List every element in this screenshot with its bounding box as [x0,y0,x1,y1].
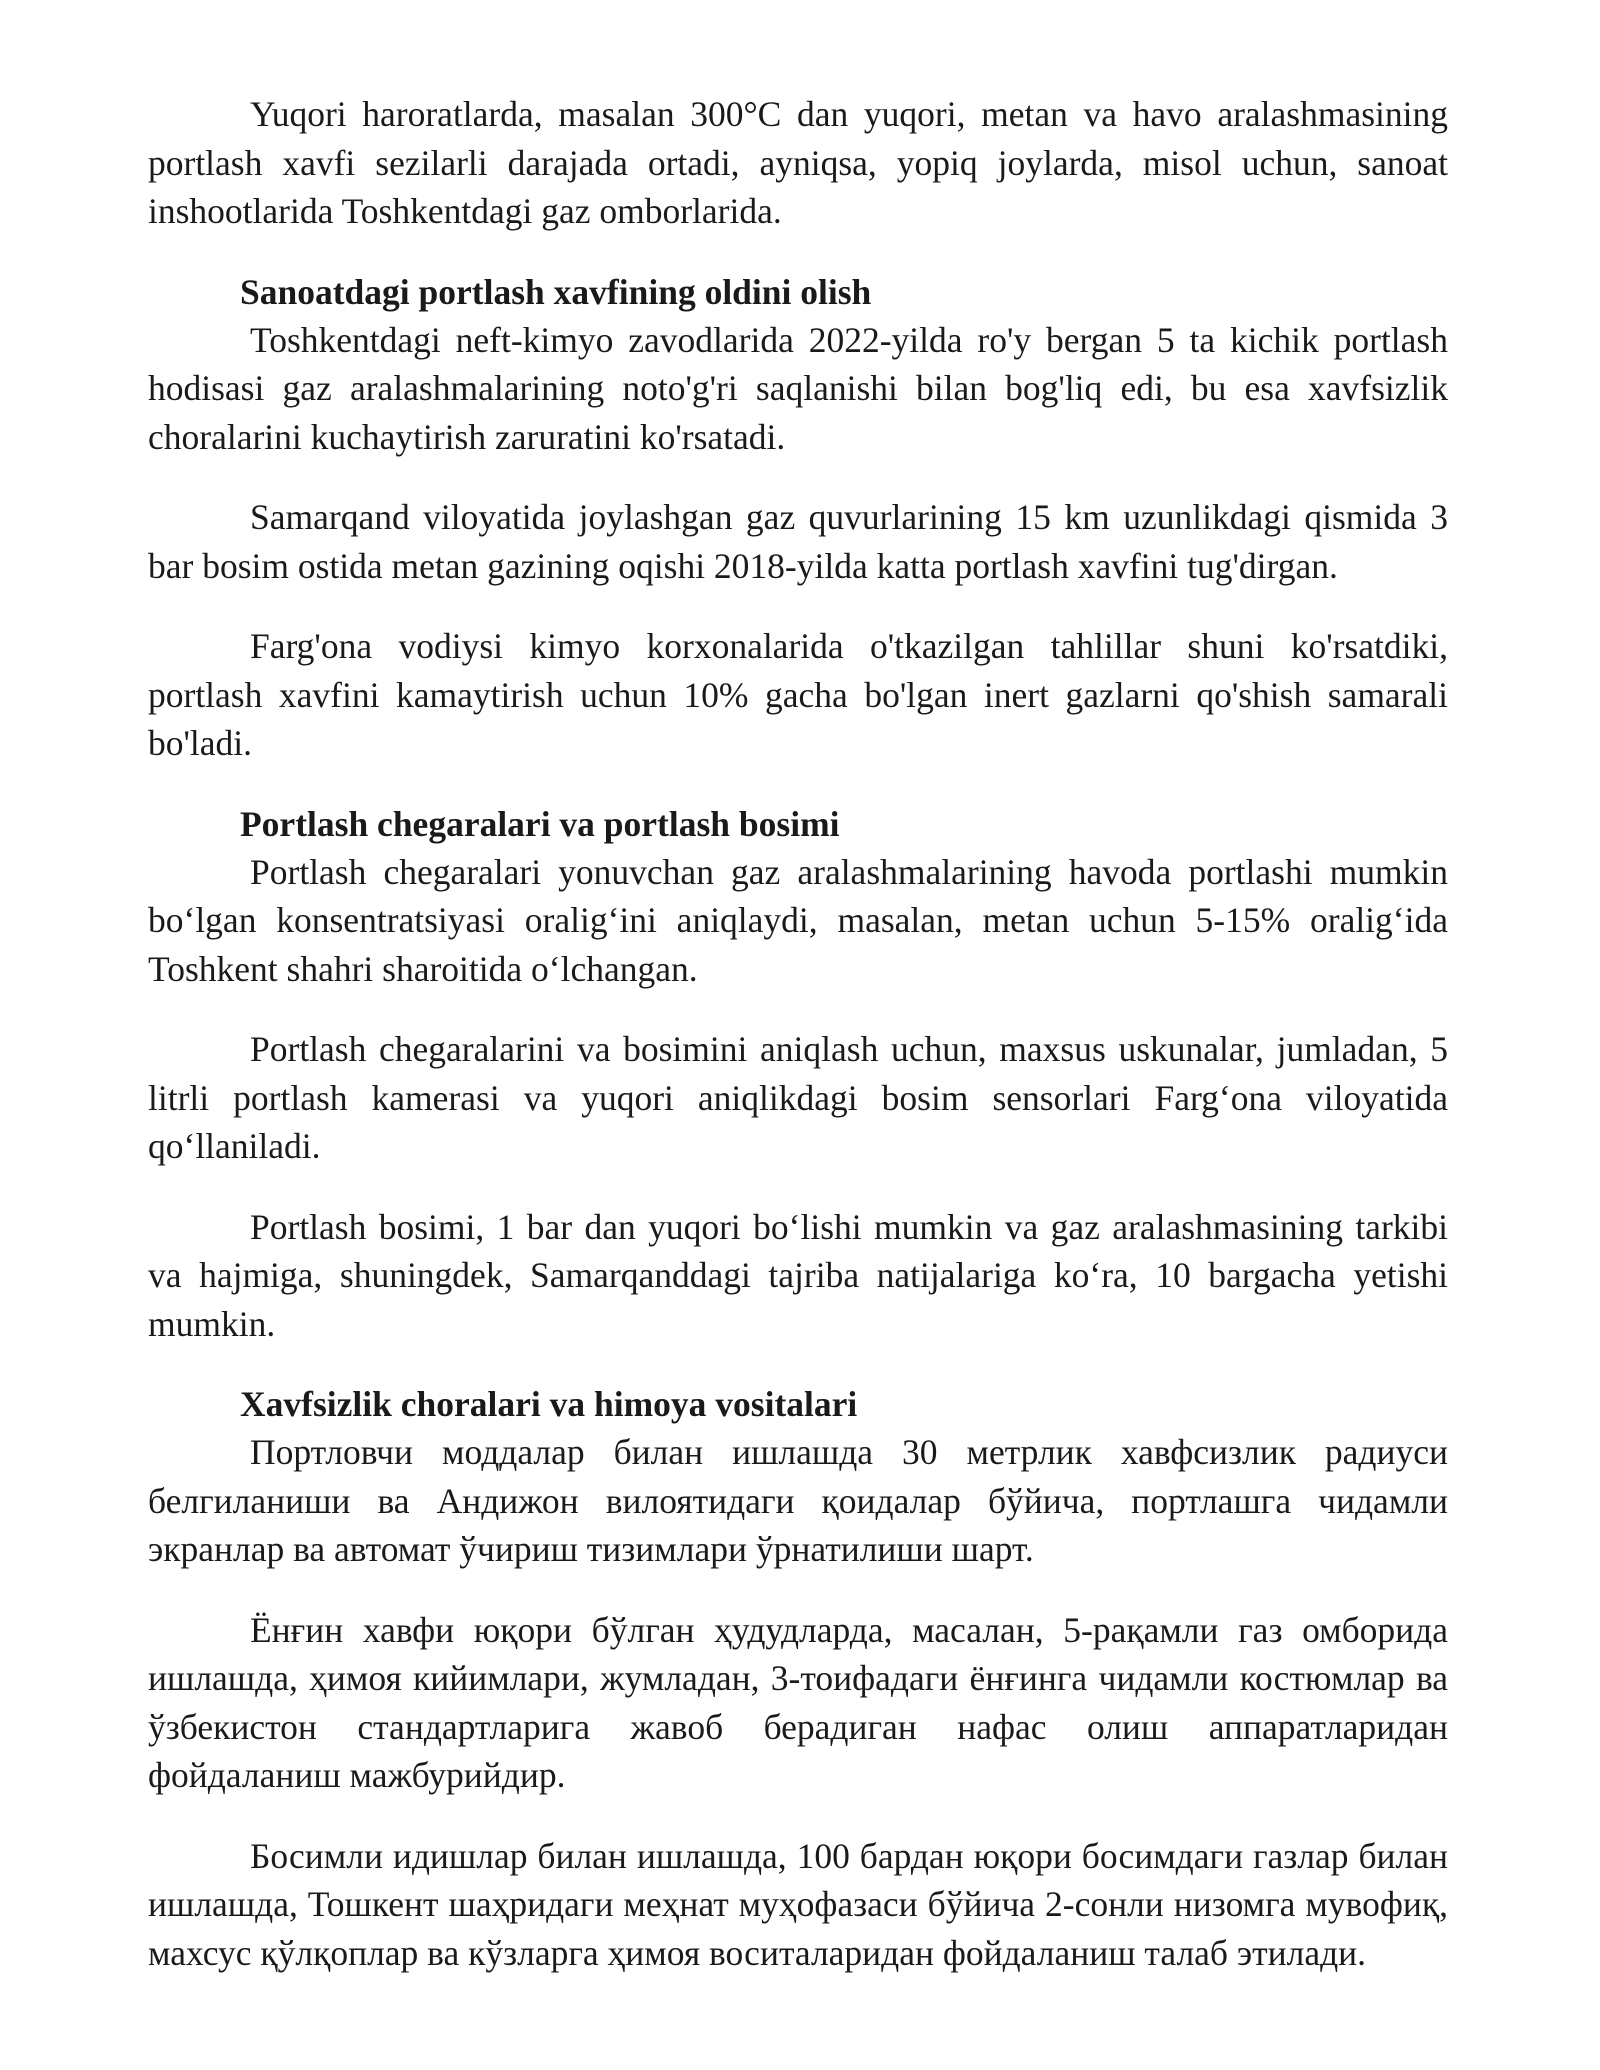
paragraph: Toshkentdagi neft-kimyo zavodlarida 2022-yilda ro'y bergan 5 ta kichik portlash hodisasi gaz aralashmalarining noto'g'ri saqlanishi bilan bog'liq edi, bu esa xavfsizlik choralarini kuchaytirish zaruratini ko'rsatadi. [148,319,1448,457]
paragraph: Yuqori haroratlarda, masalan 300°C dan yuqori, metan va havo aralashmasining portlash xavfi sezilarli darajada ortadi, ayniqsa, yopiq joylarda, misol uchun, sanoat inshootlarida Toshkentdagi gaz omborlarida. [148,94,1448,231]
paragraph: Portlash chegaralarini va bosimini aniqlash uchun, maxsus uskunalar, jumladan, 5 litrli portlash kamerasi va yuqori aniqlikdagi bosim sensorlari Farg‘ona viloyatida qo‘llaniladi. [148,1029,1448,1166]
section-heading: Sanoatdagi portlash xavfining oldini olish [240,271,872,312]
paragraph: Portlash chegaralari yonuvchan gaz aralashmalarining havoda portlashi mumkin bo‘lgan konsentratsiyasi oralig‘ini aniqlaydi, masalan, metan uchun 5-15% oralig‘ida Toshkent shahri sharoitida o‘lchangan. [148,851,1448,989]
paragraph: Портловчи моддалар билан ишлашда 30 метрлик хавфсизлик радиуси белгиланиши ва Андижон вилоятидаги қоидалар бўйича, портлашга чидамли экранлар ва автомат ўчириш тизимлари ўрнатилиши шарт. [148,1432,1448,1569]
paragraph: Ёнғин хавфи юқори бўлган ҳудудларда, масалан, 5-рақамли газ омборида ишлашда, ҳимоя кийимлари, жумладан, 3-тоифадаги ёнғинга чидамли костюмлар ва ўзбекистон стандартларига жавоб берадиган нафас олиш аппаратларидан фойдаланиш мажбурийдир. [148,1609,1448,1795]
paragraph: Samarqand viloyatida joylashgan gaz quvurlarining 15 km uzunlikdagi qismida 3 bar bosim ostida metan gazining oqishi 2018-yilda katta portlash xavfini tug'dirgan. [148,497,1448,586]
paragraph: Portlash bosimi, 1 bar dan yuqori bo‘lishi mumkin va gaz aralashmasining tarkibi va hajmiga, shuningdek, Samarqanddagi tajriba natijalariga ko‘ra, 10 bargacha yetishi mumkin. [148,1206,1448,1344]
paragraph: Farg'ona vodiysi kimyo korxonalarida o'tkazilgan tahlillar shuni ko'rsatdiki, portlash xavfini kamaytirish uchun 10% gacha bo'lgan inert gazlarni qo'shish samarali bo'ladi. [148,626,1448,763]
paragraph: Босимли идишлар билан ишлашда, 100 бардан юқори босимдаги газлар билан ишлашда, Тошкент шаҳридаги меҳнат муҳофазаси бўйича 2-сонли низомга мувофиқ, махсус қўлқоплар ва кўзларга ҳимоя воситаларидан фойдаланиш талаб этилади. [148,1835,1448,1973]
section-heading: Xavfsizlik choralari va himoya vositalari [240,1384,858,1424]
section-heading: Portlash chegaralari va portlash bosimi [240,803,840,844]
document-page [148,90,1448,1977]
